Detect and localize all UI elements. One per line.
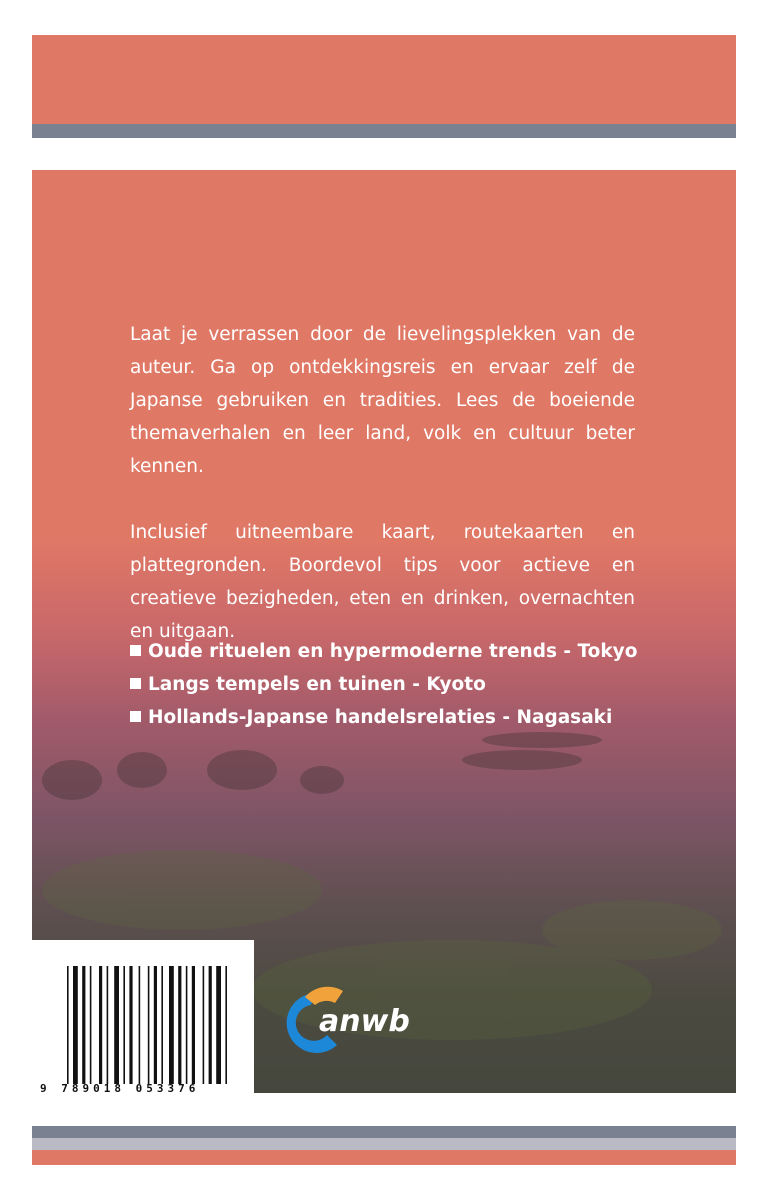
list-item-label: Langs tempels en tuinen - Kyoto — [148, 674, 486, 695]
top-color-band — [32, 35, 736, 124]
list-item-label: Hollands-Japanse handelsrelaties - Nagasaki — [148, 707, 613, 728]
square-bullet-icon — [130, 678, 141, 689]
barcode-bar — [107, 966, 109, 1084]
barcode-bar — [90, 966, 92, 1084]
bottom-stripe-gray — [32, 1138, 736, 1150]
barcode-bar — [178, 966, 181, 1084]
barcode-bar — [216, 966, 221, 1084]
top-gray-stripe — [32, 124, 736, 138]
square-bullet-icon — [130, 645, 141, 656]
barcode-bar — [154, 966, 157, 1084]
barcode-bar — [203, 966, 205, 1084]
svg-text:anwb: anwb — [319, 1004, 410, 1039]
barcode-bar — [67, 966, 69, 1084]
barcode-bar — [186, 966, 188, 1084]
square-bullet-icon — [130, 711, 141, 722]
list-item — [130, 701, 637, 734]
barcode-bar — [148, 966, 150, 1084]
barcode-bar — [82, 966, 85, 1084]
barcode-bar — [114, 966, 119, 1084]
description-paragraph: Inclusief uitneembare kaart, routekaarten en plattegronden. Boordevol tips voor actieve en creatieve bezigheden, eten en drinken, overnachten en uitgaan. — [130, 522, 635, 642]
barcode-icon — [67, 966, 232, 1094]
barcode-bar — [161, 966, 163, 1084]
barcode-box — [32, 940, 254, 1126]
barcode-bar — [192, 966, 195, 1084]
barcode-bar — [209, 966, 212, 1084]
bottom-stripe-salmon — [32, 1150, 736, 1165]
barcode-bar — [225, 966, 227, 1084]
barcode-bar — [139, 966, 141, 1084]
list-item — [130, 668, 637, 701]
list-item — [130, 635, 637, 668]
barcode-bar — [169, 966, 174, 1084]
isbn-number: 9 789018 053376 — [40, 1082, 200, 1095]
highlights-list — [130, 635, 637, 734]
anwb-logo — [275, 985, 415, 1055]
barcode-bar — [123, 966, 125, 1084]
barcode-bar — [129, 966, 132, 1084]
bottom-stripe-slate — [32, 1126, 736, 1138]
barcode-bar — [73, 966, 78, 1084]
description-text — [130, 318, 638, 681]
barcode-bar — [99, 966, 102, 1084]
description-paragraph: Laat je verrassen door de lievelingsplekken van de auteur. Ga op ontdekkingsreis en ervaar zelf de Japanse gebruiken en tradities. Lees de boeiende themaverhalen en leer land, volk en cultuur beter kennen. — [130, 324, 635, 477]
list-item-label: Oude rituelen en hypermoderne trends - Tokyo — [148, 641, 638, 662]
